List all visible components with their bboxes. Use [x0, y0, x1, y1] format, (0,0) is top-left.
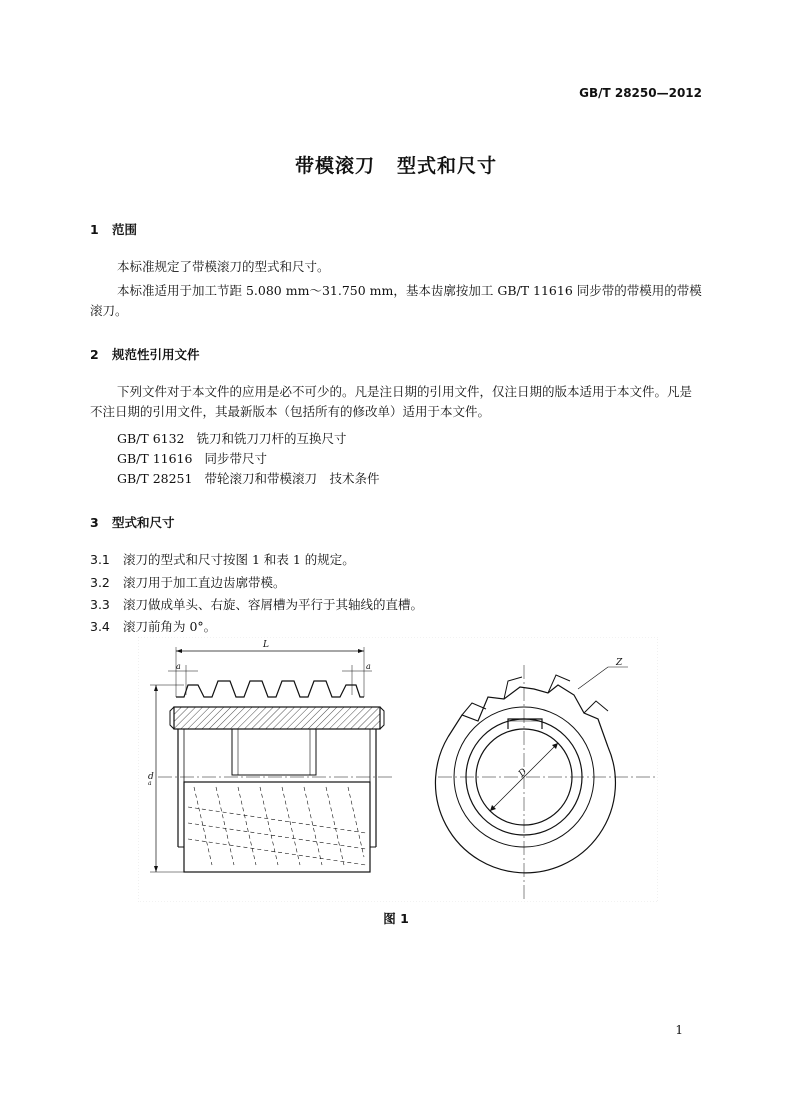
scope-paragraph-2: 本标准适用于加工节距 5.080 mm～31.750 mm，基本齿廓按加工 GB/T 11616 同步带的带模用的带模滚刀。: [90, 283, 702, 318]
clause-text: 滚刀做成单头、右旋、容屑槽为平行于其轴线的直槽。: [123, 597, 424, 612]
figure-caption: 图 1: [383, 911, 409, 926]
reference-code: GB/T 11616: [117, 451, 193, 466]
clause-3-1: [90, 550, 355, 568]
title-part-1: 带模滚刀: [294, 155, 375, 177]
section-3-heading: [90, 513, 175, 531]
clause-3-4: [90, 617, 216, 635]
normative-reference: [117, 429, 347, 447]
figure-frame: [138, 637, 658, 902]
reference-code: GB/T 28251: [117, 471, 193, 486]
label-da: d: [148, 772, 154, 782]
normative-reference: [117, 469, 379, 487]
clause-number: 3.4: [90, 619, 110, 634]
reference-title: 同步带尺寸: [204, 451, 267, 466]
reference-title: 带轮滚刀和带模滚刀 技术条件: [204, 471, 380, 486]
section-1-heading: [90, 220, 137, 238]
document-title: [0, 151, 792, 178]
figure-1-drawing: [138, 637, 658, 902]
scope-paragraph-1: 本标准规定了带模滚刀的型式和尺寸。: [117, 259, 330, 274]
title-part-2: 型式和尺寸: [397, 155, 498, 177]
reference-title: 铣刀和铣刀刀杆的互换尺寸: [196, 431, 347, 446]
standard-code: GB/T 28250—2012: [579, 86, 702, 100]
normative-reference: [117, 449, 267, 467]
clause-text: 滚刀的型式和尺寸按图 1 和表 1 的规定。: [123, 552, 355, 567]
hob-side-view: [148, 640, 394, 872]
label-a-left: a: [176, 662, 181, 671]
clause-text: 滚刀前角为 0°。: [123, 619, 217, 634]
page-number: 1: [675, 1023, 683, 1037]
section-number: 2: [90, 347, 99, 362]
hob-front-view: [435, 658, 658, 899]
normative-intro: 下列文件对于本文件的应用是必不可少的。凡是注日期的引用文件，仅注日期的版本适用于本文件。凡是不注日期的引用文件，其最新版本（包括所有的修改单）适用于本文件。: [90, 384, 693, 419]
section-title: 规范性引用文件: [112, 347, 200, 362]
clause-text: 滚刀用于加工直边齿廓带模。: [123, 575, 286, 590]
clause-number: 3.1: [90, 552, 110, 567]
reference-code: GB/T 6132: [117, 431, 185, 446]
clause-3-2: [90, 573, 286, 591]
section-title: 范围: [112, 222, 138, 237]
label-da-sub: a: [148, 780, 152, 787]
section-title: 型式和尺寸: [112, 515, 175, 530]
clause-number: 3.3: [90, 597, 110, 612]
clause-3-3: [90, 595, 423, 613]
label-L: L: [263, 640, 269, 650]
section-number: 1: [90, 222, 99, 237]
section-2-heading: [90, 345, 200, 363]
section-number: 3: [90, 515, 99, 530]
label-a-right: a: [366, 662, 371, 671]
clause-number: 3.2: [90, 575, 110, 590]
label-Z: Z: [616, 658, 623, 668]
label-D: D: [517, 766, 530, 780]
